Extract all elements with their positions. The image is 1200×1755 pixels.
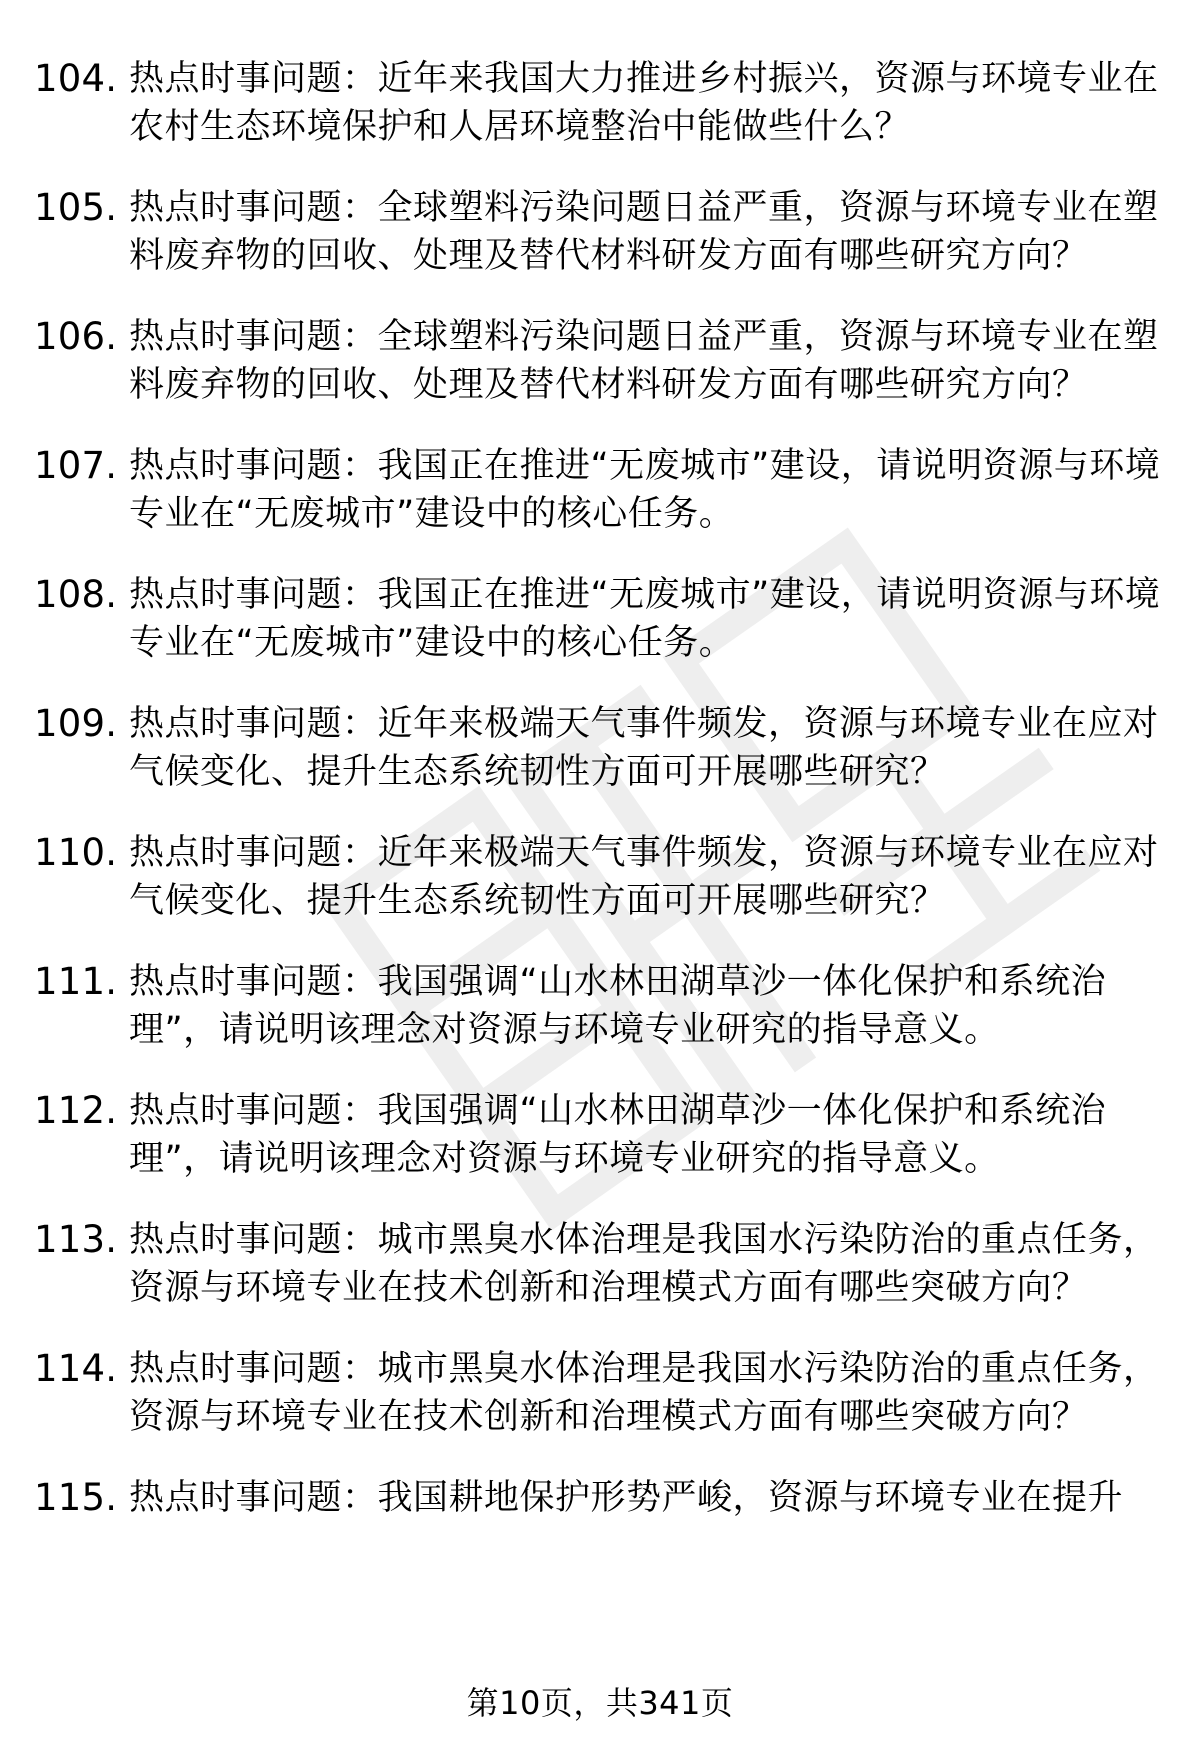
list-item [34,958,1174,1054]
question-number: 108. [34,573,118,616]
question-text: 热点时事问题：我国耕地保护形势严峻，资源与环境专业在提升 [129,1478,1124,1518]
question-number: 111. [34,960,118,1003]
page-number-label: 第10页，共341页 [466,1684,734,1722]
question-list [34,55,1174,1522]
question-text: 热点时事问题：我国正在推进“无废城市”建设，请说明资源与环境专业在“无废城市”建设中的核心任务。 [129,575,1161,663]
question-text: 热点时事问题：全球塑料污染问题日益严重，资源与环境专业在塑料废弃物的回收、处理及替代材料研发方面有哪些研究方向？ [129,317,1159,405]
list-item [34,313,1174,409]
page-footer [0,1683,1200,1723]
list-item [34,1216,1174,1312]
question-number: 114. [34,1347,118,1390]
question-text: 热点时事问题：我国正在推进“无废城市”建设，请说明资源与环境专业在“无废城市”建设中的核心任务。 [129,446,1161,534]
question-text: 热点时事问题：全球塑料污染问题日益严重，资源与环境专业在塑料废弃物的回收、处理及替代材料研发方面有哪些研究方向？ [129,188,1159,276]
question-text: 热点时事问题：我国强调“山水林田湖草沙一体化保护和系统治理”，请说明该理念对资源与环境专业研究的指导意义。 [129,1091,1107,1179]
list-item [34,1345,1174,1441]
list-item [34,442,1174,538]
question-number: 112. [34,1089,118,1132]
question-number: 115. [34,1476,118,1519]
question-number: 104. [34,57,118,100]
question-number: 106. [34,315,118,358]
list-item [34,829,1174,925]
list-item [34,55,1174,151]
question-number: 105. [34,186,118,229]
list-item [34,571,1174,667]
list-item [34,1474,1174,1522]
question-number: 113. [34,1218,118,1261]
question-text: 热点时事问题：近年来极端天气事件频发，资源与环境专业在应对气候变化、提升生态系统韧性方面可开展哪些研究？ [129,833,1159,921]
question-text: 热点时事问题：城市黑臭水体治理是我国水污染防治的重点任务，资源与环境专业在技术创新和治理模式方面有哪些突破方向？ [129,1220,1159,1308]
question-number: 109. [34,702,118,745]
question-text: 热点时事问题：我国强调“山水林田湖草沙一体化保护和系统治理”，请说明该理念对资源与环境专业研究的指导意义。 [129,962,1107,1050]
question-text: 热点时事问题：近年来我国大力推进乡村振兴，资源与环境专业在农村生态环境保护和人居环境整治中能做些什么？ [129,59,1159,147]
list-item [34,700,1174,796]
question-text: 热点时事问题：城市黑臭水体治理是我国水污染防治的重点任务，资源与环境专业在技术创新和治理模式方面有哪些突破方向？ [129,1349,1159,1437]
question-number: 107. [34,444,118,487]
list-item [34,184,1174,280]
question-number: 110. [34,831,118,874]
question-text: 热点时事问题：近年来极端天气事件频发，资源与环境专业在应对气候变化、提升生态系统韧性方面可开展哪些研究？ [129,704,1159,792]
list-item [34,1087,1174,1183]
